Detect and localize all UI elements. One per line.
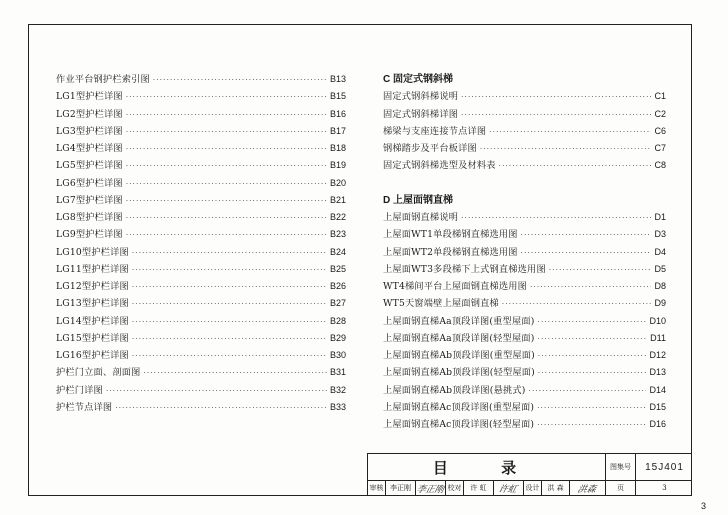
toc-entry-page: B26 bbox=[329, 281, 346, 291]
toc-entry[interactable] bbox=[56, 244, 346, 261]
dot-leader bbox=[126, 210, 327, 227]
toc-entry[interactable] bbox=[383, 382, 666, 399]
toc-entry-title: LG1型护栏详图 bbox=[56, 91, 123, 103]
checker-signature-text: 许虹 bbox=[497, 484, 519, 495]
toc-left-column bbox=[56, 71, 346, 416]
dot-leader bbox=[461, 107, 651, 124]
dot-leader bbox=[530, 279, 651, 296]
section-c-list bbox=[383, 88, 666, 174]
toc-entry-title: LG9型护栏详图 bbox=[56, 229, 123, 241]
atlas-number: 15J401 bbox=[645, 461, 684, 473]
sheet-number: 3 bbox=[700, 501, 706, 511]
dot-leader bbox=[538, 314, 647, 331]
section-gap bbox=[383, 175, 666, 192]
toc-entry[interactable] bbox=[56, 382, 346, 399]
toc-entry-title: WT5天窗端壁上屋面钢直梯 bbox=[383, 298, 499, 310]
dot-leader bbox=[132, 245, 327, 262]
toc-entry[interactable] bbox=[56, 364, 346, 381]
toc-entry-title: 护栏门立面、剖面图 bbox=[56, 367, 141, 379]
toc-entry-page: B28 bbox=[329, 315, 346, 326]
section-d-list bbox=[383, 209, 666, 433]
section-d-heading: D 上屋面钢直梯 bbox=[383, 194, 453, 206]
dot-leader bbox=[538, 348, 647, 365]
dot-leader bbox=[489, 124, 651, 141]
dot-leader bbox=[537, 417, 646, 434]
toc-entry[interactable] bbox=[56, 399, 346, 416]
toc-entry[interactable] bbox=[56, 347, 346, 364]
toc-entry-page: D5 bbox=[654, 263, 666, 274]
toc-entry-page: B20 bbox=[329, 177, 346, 188]
toc-entry-title: 护栏门详图 bbox=[56, 384, 103, 396]
toc-entry[interactable] bbox=[383, 106, 666, 123]
toc-entry-page: B19 bbox=[329, 160, 346, 171]
toc-entry[interactable] bbox=[383, 399, 666, 416]
toc-entry-page: D11 bbox=[650, 332, 666, 343]
toc-entry[interactable] bbox=[56, 123, 346, 140]
toc-entry-title: 梯梁与支座连接节点详图 bbox=[383, 125, 487, 137]
dot-leader bbox=[126, 158, 327, 175]
dot-leader bbox=[537, 400, 646, 417]
toc-entry[interactable] bbox=[383, 88, 666, 105]
toc-entry-title: LG2型护栏详图 bbox=[56, 108, 123, 120]
toc-entry-title: 上屋面钢直梯Ac顶段详图(轻型屋面) bbox=[383, 419, 535, 430]
dot-leader bbox=[126, 107, 327, 124]
title-block-top bbox=[368, 454, 692, 481]
toc-entry[interactable] bbox=[383, 313, 666, 330]
toc-entry-title: LG3型护栏详图 bbox=[56, 125, 123, 137]
dot-leader bbox=[521, 227, 652, 244]
toc-entry-title: LG7型护栏详图 bbox=[56, 194, 123, 206]
toc-entry-title: 作业平台钢护栏索引图 bbox=[56, 74, 150, 85]
dot-leader bbox=[502, 296, 652, 313]
designer-signature bbox=[570, 480, 606, 496]
dot-leader bbox=[126, 193, 327, 210]
toc-entry[interactable] bbox=[56, 106, 346, 123]
toc-entry-title: 上屋面WT1单段梯钢直梯选用图 bbox=[383, 229, 518, 241]
toc-entry-page: B25 bbox=[329, 263, 346, 274]
toc-entry-page: B13 bbox=[329, 74, 346, 84]
toc-entry-title: WT4梯间平台上屋面钢直梯选用图 bbox=[383, 281, 528, 292]
dot-leader bbox=[144, 365, 327, 382]
dot-leader bbox=[126, 141, 327, 158]
toc-entry[interactable] bbox=[56, 157, 346, 174]
toc-right-column bbox=[383, 71, 666, 433]
toc-entry[interactable] bbox=[383, 330, 666, 347]
dot-leader bbox=[480, 141, 652, 158]
toc-entry-title: LG11型护栏详图 bbox=[56, 263, 129, 275]
toc-entry-title: 钢梯踏步及平台板详图 bbox=[383, 143, 477, 154]
toc-entry-page: B21 bbox=[329, 194, 346, 205]
check-label: 校对 bbox=[446, 480, 464, 496]
toc-entry-page: D14 bbox=[649, 384, 666, 395]
designer-name: 洪 森 bbox=[542, 480, 570, 496]
dot-leader bbox=[538, 365, 647, 382]
toc-entry-title: LG6型护栏详图 bbox=[56, 177, 123, 189]
toc-entry[interactable] bbox=[56, 226, 346, 243]
toc-entry[interactable] bbox=[56, 192, 346, 209]
dot-leader bbox=[132, 262, 327, 279]
dot-leader bbox=[499, 158, 652, 175]
toc-entry[interactable] bbox=[56, 295, 346, 312]
toc-entry-page: B27 bbox=[329, 298, 346, 309]
toc-entry-title: LG16型护栏详图 bbox=[56, 350, 129, 361]
checker-name: 许 虹 bbox=[464, 480, 494, 496]
toc-entry-title: LG10型护栏详图 bbox=[56, 246, 129, 258]
toc-entry-page: B33 bbox=[329, 401, 346, 412]
toc-entry-page: B32 bbox=[329, 384, 346, 395]
toc-entry[interactable] bbox=[383, 123, 666, 140]
toc-entry-title: 上屋面钢直梯Ab顶段详图(重型屋面) bbox=[383, 350, 535, 361]
toc-entry-page: B22 bbox=[329, 212, 346, 222]
toc-entry[interactable] bbox=[56, 278, 346, 295]
dot-leader bbox=[549, 262, 652, 279]
toc-entry[interactable] bbox=[383, 416, 666, 433]
toc-entry-title: 固定式钢斜梯选型及材料表 bbox=[383, 160, 496, 172]
dot-leader bbox=[126, 124, 327, 141]
toc-entry-title: 上屋面WT3多段梯下上式钢直梯选用图 bbox=[383, 263, 546, 275]
toc-entry-page: C1 bbox=[654, 91, 666, 102]
reviewer-signature-text: 李正刚 bbox=[415, 484, 445, 495]
dot-leader bbox=[106, 383, 327, 400]
toc-entry[interactable] bbox=[56, 88, 346, 105]
toc-entry-title: 上屋面WT2单段梯钢直梯选用图 bbox=[383, 246, 518, 258]
toc-entry[interactable] bbox=[383, 295, 666, 312]
dot-leader bbox=[132, 296, 327, 313]
toc-entry-page: B23 bbox=[329, 229, 346, 240]
toc-entry-title: 固定式钢斜梯说明 bbox=[383, 91, 459, 103]
toc-entry-page: B18 bbox=[329, 143, 346, 153]
atlas-number-label: 图集号 bbox=[606, 454, 636, 480]
toc-entry-title: LG12型护栏详图 bbox=[56, 281, 129, 292]
toc-entry-title: 上屋面钢直梯Ac顶段详图(重型屋面) bbox=[383, 401, 535, 413]
toc-entry-title: LG13型护栏详图 bbox=[56, 298, 129, 310]
toc-entry[interactable] bbox=[56, 209, 346, 226]
dot-leader bbox=[153, 72, 327, 89]
toc-entry[interactable] bbox=[383, 244, 666, 261]
dot-leader bbox=[115, 400, 327, 417]
dot-leader bbox=[132, 348, 327, 365]
toc-entry[interactable] bbox=[383, 347, 666, 364]
toc-entry-page: D1 bbox=[654, 212, 666, 222]
toc-entry[interactable] bbox=[56, 330, 346, 347]
toc-entry-page: D10 bbox=[649, 315, 666, 326]
toc-entry-title: 上屋面钢直梯Aa顶段详图(重型屋面) bbox=[383, 315, 535, 327]
toc-entry[interactable] bbox=[383, 140, 666, 157]
toc-entry[interactable] bbox=[56, 71, 346, 88]
toc-entry[interactable] bbox=[56, 261, 346, 278]
toc-entry-page: B16 bbox=[329, 108, 346, 119]
toc-entry-page: C7 bbox=[654, 143, 666, 153]
toc-entry-title: 固定式钢斜梯详图 bbox=[383, 108, 459, 120]
dot-leader bbox=[126, 227, 327, 244]
title-block bbox=[367, 453, 692, 496]
toc-entry-page: C6 bbox=[654, 125, 666, 136]
checker-signature bbox=[494, 480, 524, 496]
dot-leader bbox=[538, 331, 648, 348]
dot-leader bbox=[126, 176, 327, 193]
toc-entry[interactable] bbox=[383, 261, 666, 278]
toc-entry-page: C8 bbox=[654, 160, 666, 171]
toc-entry-page: B17 bbox=[329, 125, 346, 136]
toc-entry-page: B30 bbox=[329, 350, 346, 360]
toc-entry-page: D9 bbox=[654, 298, 666, 309]
toc-entry-title: LG5型护栏详图 bbox=[56, 160, 123, 172]
dot-leader bbox=[132, 314, 327, 331]
toc-entry-title: 护栏节点详图 bbox=[56, 401, 113, 413]
page-label: 页 bbox=[606, 480, 636, 496]
title-block-signatures bbox=[368, 480, 692, 496]
reviewer-signature bbox=[416, 480, 446, 496]
toc-entry-page: D12 bbox=[649, 350, 666, 360]
review-label: 审核 bbox=[368, 480, 386, 496]
toc-entry-page: B31 bbox=[329, 367, 346, 378]
toc-entry[interactable] bbox=[383, 364, 666, 381]
designer-signature-text: 洪森 bbox=[576, 484, 598, 495]
dot-leader bbox=[132, 279, 327, 296]
section-c-heading: C 固定式钢斜梯 bbox=[383, 74, 453, 85]
toc-entry[interactable] bbox=[56, 140, 346, 157]
dot-leader bbox=[529, 383, 647, 400]
toc-entry-title: 上屋面钢直梯Aa顶段详图(轻型屋面) bbox=[383, 332, 535, 344]
toc-entry[interactable] bbox=[383, 209, 666, 226]
toc-entry-title: 上屋面钢直梯Ab顶段详图(悬挑式) bbox=[383, 384, 526, 396]
toc-entry-page: B15 bbox=[329, 91, 346, 102]
toc-entry-page: D4 bbox=[654, 246, 666, 257]
toc-entry-title: 上屋面钢直梯说明 bbox=[383, 212, 459, 223]
toc-entry[interactable] bbox=[56, 313, 346, 330]
page-number: 3 bbox=[662, 484, 667, 492]
toc-entry-page: D3 bbox=[654, 229, 666, 240]
toc-entry-title: LG15型护栏详图 bbox=[56, 332, 129, 344]
dot-leader bbox=[126, 89, 327, 106]
toc-entry[interactable] bbox=[383, 157, 666, 174]
dot-leader bbox=[461, 210, 651, 227]
dot-leader bbox=[132, 331, 327, 348]
toc-entry[interactable] bbox=[383, 226, 666, 243]
toc-entry-title: 上屋面钢直梯Ab顶段详图(轻型屋面) bbox=[383, 367, 535, 379]
title-block-title: 目 录 bbox=[368, 454, 606, 480]
toc-entry-title: LG14型护栏详图 bbox=[56, 315, 129, 327]
toc-entry[interactable] bbox=[56, 175, 346, 192]
toc-entry[interactable] bbox=[383, 278, 666, 295]
toc-entry-page: C2 bbox=[654, 108, 666, 119]
design-label: 设计 bbox=[524, 480, 542, 496]
toc-entry-page: D8 bbox=[654, 281, 666, 291]
dot-leader bbox=[521, 245, 652, 262]
toc-entry-page: D15 bbox=[649, 401, 666, 412]
toc-entry-page: D13 bbox=[649, 367, 666, 378]
toc-entry-title: LG4型护栏详图 bbox=[56, 143, 123, 154]
toc-entry-page: B29 bbox=[329, 332, 346, 343]
reviewer-name: 李正刚 bbox=[386, 480, 416, 496]
toc-entry-title: LG8型护栏详图 bbox=[56, 212, 123, 223]
dot-leader bbox=[461, 89, 651, 106]
toc-entry-page: B24 bbox=[329, 246, 346, 257]
toc-entry-page: D16 bbox=[649, 419, 666, 429]
